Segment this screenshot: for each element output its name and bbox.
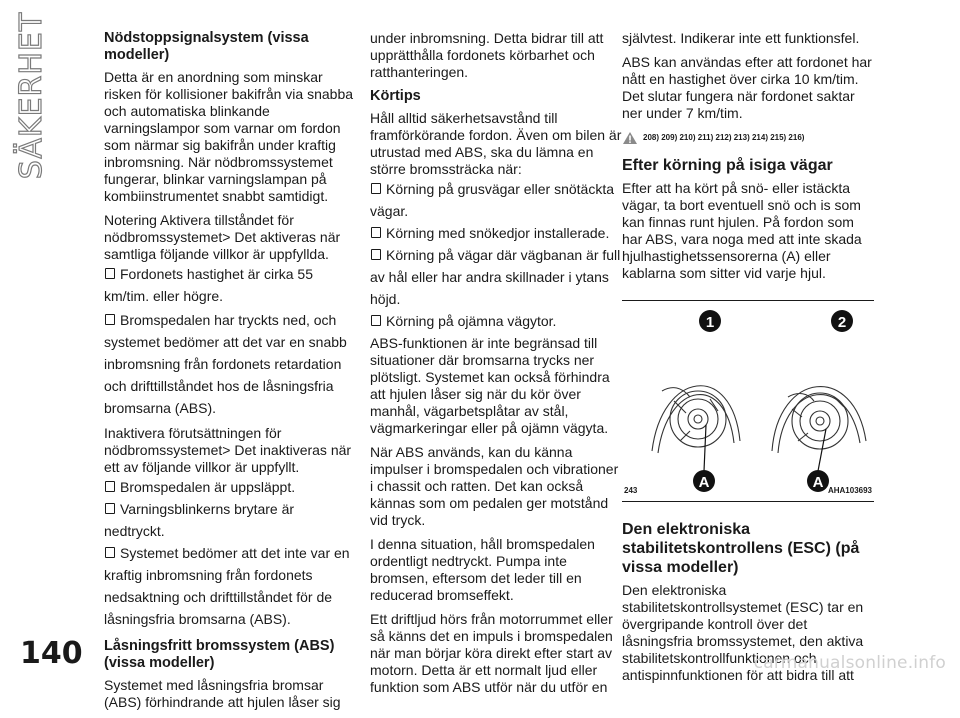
heading-driving-tips: Körtips [370,88,421,104]
front-wheel-drawing [652,386,740,453]
badge-1-label: 1 [705,314,715,331]
reference-numbers: 208) 209) 210) 211) 212) 213) 214) 215) 216) [643,133,805,142]
leader-line [704,425,706,471]
list-item: Varningsblinkerns brytare är nedtryckt. [104,501,295,539]
rear-wheel-drawing [772,387,866,453]
figure-code: AHA103693 [827,486,872,495]
column-3 [622,30,874,691]
warning-references [622,129,874,146]
leader-line [818,429,826,471]
paragraph: Detta är en anordning som minskar risken för kollisioner bakifrån via snabba och automatiska blinkande varningslampor som varnar om fordon som närmar sig bakifrån under kraftig inbromsning. När nödbromssystemet fungerar, blinkar varningslampan på kombiinstrumentet snabbt samtidigt. [104,69,354,204]
checkbox-bullet-icon [371,183,381,194]
paragraph: ABS-funktionen är inte begränsad till situationer där bromsarna trycks ner plötsligt. Systemet kan också förhindra att hjulen låser sig när du kör över manhål, vägarbetsplåtar av stål, vägmarkeringar eller på ojämn vägyta. [370,335,610,436]
checkbox-bullet-icon [371,249,381,260]
list-item: Fordonets hastighet är cirka 55 km/tim. eller högre. [104,266,313,304]
page-number: 140 [20,636,83,671]
paragraph: Efter att ha kört på snö- eller istäckta vägar, ta bort eventuell snö och is som kan finnas runt hjulen. På fordon som har ABS, vara noga med att inte skada hjulhastighetssensorerna (A) eller kablarna som sitter vid varje hjul. [622,180,862,281]
checkbox-bullet-icon [105,314,115,325]
paragraph: Ett driftljud hörs från motorrummet eller så känns det en impuls i bromspedalen när man börjar köra direkt efter start av motorn. Detta är ett normalt ljud eller funktion som ABS utför när du utför en [370,611,613,695]
checkbox-bullet-icon [105,547,115,558]
paragraph: under inbromsning. Detta bidrar till att upprätthålla fordonets körbarhet och ratthanteringen. [370,30,604,80]
heading-emergency-stop-signal: Nödstoppsignalsystem (vissa modeller) [104,30,309,63]
list-item: Systemet bedömer att det inte var en kraftig inbromsning från fordonets nedsaktning och drifttillståndet för de låsningsfria bromsarna (ABS). [104,545,350,627]
paragraph: Notering Aktivera tillståndet för nödbromssystemet> Det aktiveras när samtliga följande villkor är uppfyllda. [104,212,341,262]
paragraph: Den elektroniska stabilitetskontrollsystemet (ESC) tar en övergripande kontroll över det låsningsfria bromssystemet, den aktiva stabilitetskontrollfunktionen och antispinnfunktionen för att bidra till att [622,582,864,683]
heading-abs: Låsningsfritt bromssystem (ABS) (vissa modeller) [104,638,335,671]
list-item: Bromspedalen har tryckts ned, och systemet bedömer att det var en snabb inbromsning från fordonets retardation och drifttillståndet hos de låsningsfria bromsarna (ABS). [104,312,347,416]
watermark: carmanualsonline.info [753,653,946,673]
checkbox-bullet-icon [105,481,115,492]
paragraph: ABS kan användas efter att fordonet har nått en hastighet över cirka 10 km/tim. Det slutar fungera när fordonet saktar ner under 7 km/tim. [622,54,872,121]
list-item: Körning på vägar där vägbanan är full av hål eller har andra skillnader i ytans höjd. [370,247,621,307]
paragraph: I denna situation, håll bromspedalen ordentligt nedtryckt. Pumpa inte bromsen, eftersom det leder till en reducerad bromseffekt. [370,536,595,603]
figure-wheel-speed-sensors [622,300,874,502]
heading-esc: Den elektroniska stabilitetskontrollens (ESC) (på vissa modeller) [622,521,860,576]
list-item: Körning på grusvägar eller snötäckta vägar. [370,181,615,219]
heading-after-icy-roads: Efter körning på isiga vägar [622,157,833,174]
list-item: Körning med snökedjor installerade. [370,222,622,244]
paragraph: Systemet med låsningsfria bromsar (ABS) förhindrande att hjulen låser sig [104,677,341,710]
badge-2-label: 2 [837,314,847,331]
paragraph: Inaktivera förutsättningen för nödbromssystemet> Det inaktiveras när ett av följande villkor är uppfyllt. [104,425,352,475]
warning-triangle-icon [622,131,638,145]
checkbox-bullet-icon [105,503,115,514]
section-side-label [6,11,58,179]
paragraph: självtest. Indikerar inte ett funktionsfel. [622,30,860,46]
list-item: Bromspedalen är uppsläppt. [104,476,356,498]
checkbox-bullet-icon [105,268,115,279]
column-1 [104,30,356,718]
column-2 [370,30,622,703]
paragraph: När ABS används, kan du känna impulser i bromspedalen och vibrationer i chassit och ratten. Det kan också kännas som om pedalen ger motstånd vid tryck. [370,444,619,528]
checkbox-bullet-icon [371,315,381,326]
paragraph: Håll alltid säkerhetsavstånd till framförkörande fordon. Även om bilen är utrustad med ABS, ska du lämna en större bromssträcka när: [370,110,622,177]
side-label-text: SÄKERHET [14,11,50,179]
badge-a-left-label: A [698,474,710,491]
list-item: Körning på ojämna vägytor. [370,310,622,332]
checkbox-bullet-icon [371,227,381,238]
wheel-sensor-illustration [622,301,874,501]
badge-a-right-label: A [812,474,824,491]
figure-number: 243 [624,486,638,495]
